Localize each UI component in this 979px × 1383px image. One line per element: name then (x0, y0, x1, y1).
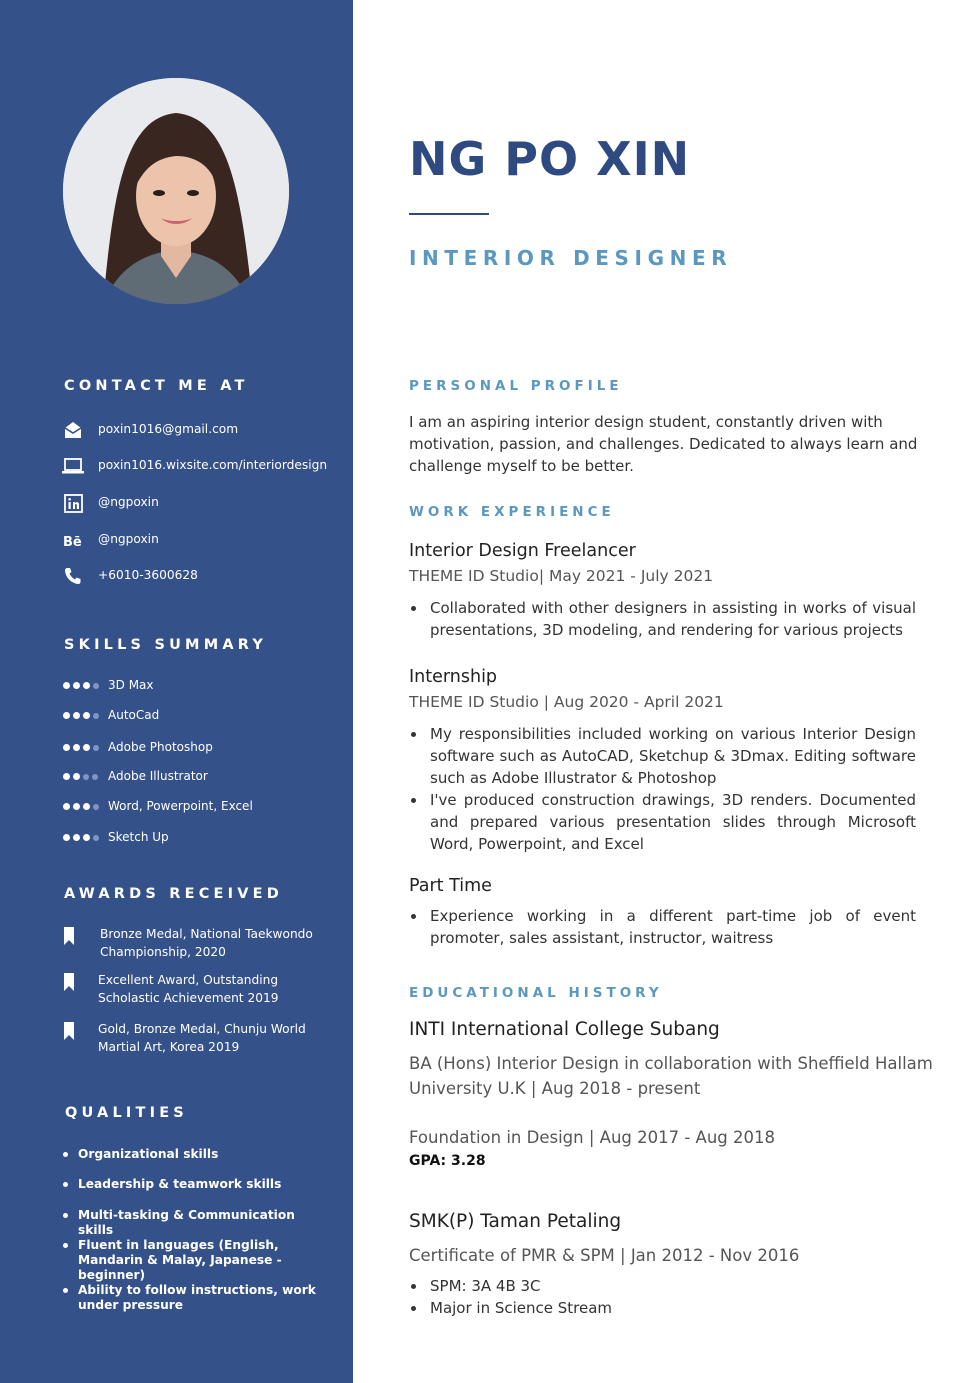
profile-photo (63, 78, 289, 304)
school-degree: BA (Hons) Interior Design in collaboration with Sheffield Hallam University U.K | Aug 2018 - present (409, 1054, 933, 1098)
award-text: Excellent Award, Outstanding Scholastic Achievement 2019 (98, 973, 279, 1005)
quality-text: Ability to follow instructions, work under pressure (78, 1283, 316, 1312)
contact-email-text: poxin1016@gmail.com (98, 422, 239, 436)
job-company-dates: THEME ID Studio | Aug 2020 - April 2021 (409, 693, 724, 711)
svg-text:Bē: Bē (63, 535, 82, 547)
skill-label: Sketch Up (108, 830, 169, 844)
bullet-icon (63, 1213, 68, 1218)
contact-phone[interactable] (62, 565, 198, 587)
skills-heading: SKILLS SUMMARY (64, 637, 268, 653)
gpa-value: GPA: 3.28 (409, 1153, 486, 1169)
laptop-icon (62, 455, 84, 477)
school-foundation: Foundation in Design | Aug 2017 - Aug 2018 (409, 1128, 776, 1147)
job-bullets (409, 905, 916, 949)
quality-text: Leadership & teamwork skills (78, 1177, 282, 1191)
job-bullet: Experience working in a different part-time job of event promoter, sales assistant, instructor, waitress (409, 905, 916, 949)
bullet-icon (63, 1288, 68, 1293)
school-name: SMK(P) Taman Petaling (409, 1211, 622, 1232)
person-name: NG PO XIN (409, 132, 691, 186)
contact-phone-text: +6010-3600628 (98, 568, 198, 582)
job-title: Interior Design Freelancer (409, 541, 636, 561)
skill-label: 3D Max (108, 678, 154, 692)
school-name: INTI International College Subang (409, 1019, 720, 1040)
skill-level-dots (63, 773, 98, 780)
skill-level-dots (63, 682, 99, 689)
job-bullet: Collaborated with other designers in assisting in works of visual presentations, 3D modeling, and rendering for various projects (409, 597, 916, 641)
bookmark-icon (62, 973, 76, 995)
skill-level-dots (63, 712, 99, 719)
skill-label: Adobe Illustrator (108, 769, 208, 783)
quality-text: Multi-tasking & Communication skills (78, 1208, 295, 1237)
school-bullet: Major in Science Stream (409, 1297, 916, 1319)
quality-text: Fluent in languages (English, Mandarin & Malay, Japanese - beginner) (78, 1238, 282, 1282)
award-text: Gold, Bronze Medal, Chunju World Martial Art, Korea 2019 (98, 1022, 306, 1054)
job-role: INTERIOR DESIGNER (409, 246, 733, 270)
bookmark-icon (62, 1022, 76, 1044)
envelope-icon (62, 419, 84, 441)
contact-website-text: poxin1016.wixsite.com/interiordesign (98, 458, 328, 472)
job-bullet: I've produced construction drawings, 3D renders. Documented and prepared various presentation slides through Microsoft Word, Powerpoint, and Excel (409, 789, 916, 855)
bookmark-icon (62, 927, 76, 949)
qualities-heading: QUALITIES (65, 1105, 188, 1121)
skill-level-dots (63, 834, 99, 841)
school-bullet: SPM: 3A 4B 3C (409, 1275, 916, 1297)
sidebar (0, 0, 353, 1383)
title-divider (409, 213, 489, 215)
job-company-dates: THEME ID Studio| May 2021 - July 2021 (409, 567, 714, 585)
skill-label: AutoCad (108, 708, 160, 722)
job-bullets (409, 723, 916, 855)
school-bullets (409, 1275, 916, 1319)
skill-level-dots (63, 803, 99, 810)
contact-behance-text: @ngpoxin (98, 532, 159, 546)
contact-linkedin-text: @ngpoxin (98, 495, 159, 509)
quality-text: Organizational skills (78, 1147, 219, 1161)
bullet-icon (63, 1243, 68, 1248)
linkedin-icon (62, 492, 84, 514)
job-bullets (409, 597, 916, 641)
job-title: Internship (409, 667, 498, 687)
bullet-icon (63, 1152, 68, 1157)
profile-heading: PERSONAL PROFILE (409, 378, 623, 394)
bullet-icon (63, 1182, 68, 1187)
contact-linkedin[interactable] (62, 492, 159, 514)
contact-behance[interactable] (62, 529, 159, 551)
phone-icon (62, 565, 84, 587)
awards-heading: AWARDS RECEIVED (64, 886, 284, 902)
behance-icon (62, 529, 84, 551)
skill-label: Word, Powerpoint, Excel (108, 799, 253, 813)
contact-heading: CONTACT ME AT (64, 378, 249, 394)
skill-level-dots (63, 744, 99, 751)
profile-text: I am an aspiring interior design student, constantly driven with motivation, passion, and challenges. Dedicated to always learn and challenge myself to be better. (409, 413, 918, 475)
contact-website[interactable] (62, 455, 328, 477)
education-heading: EDUCATIONAL HISTORY (409, 985, 663, 1001)
contact-email[interactable] (62, 419, 239, 441)
work-heading: WORK EXPERIENCE (409, 504, 615, 520)
job-bullet: My responsibilities included working on various Interior Design software such as AutoCAD, Sketchup & 3Dmax. Editing software such as Adobe Illustrator & Photoshop (409, 723, 916, 789)
job-title: Part Time (409, 876, 492, 896)
skill-label: Adobe Photoshop (108, 740, 213, 754)
school-certificate: Certificate of PMR & SPM | Jan 2012 - Nov 2016 (409, 1246, 800, 1265)
award-text: Bronze Medal, National Taekwondo Championship, 2020 (100, 927, 313, 959)
